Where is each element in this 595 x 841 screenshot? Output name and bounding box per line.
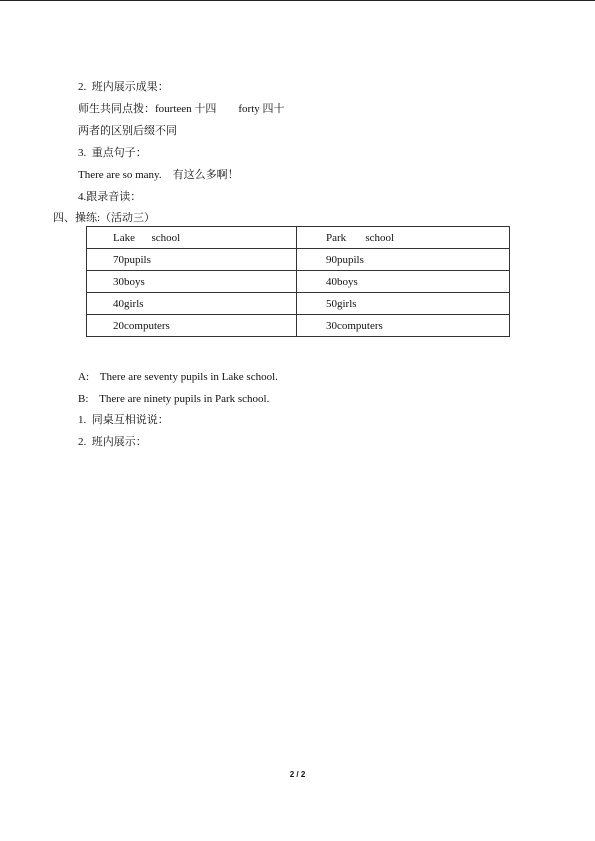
- table-row: [87, 293, 510, 315]
- table-row: [87, 227, 510, 249]
- page-top-rule: [0, 0, 595, 1]
- difference-note: 两者的区别后缀不同: [78, 125, 177, 137]
- table-cell: 20computers: [87, 315, 297, 337]
- dialog-line-a: A: There are seventy pupils in Lake school.: [78, 371, 278, 383]
- table-cell: 30boys: [87, 271, 297, 293]
- teacher-student-note: 师生共同点拨：fourteen 十四 forty 四十: [78, 103, 285, 115]
- table-cell: 70pupils: [87, 249, 297, 271]
- table-cell: 90pupils: [296, 249, 509, 271]
- table-cell: 40boys: [296, 271, 509, 293]
- step-1: 1. 同桌互相说说：: [78, 414, 169, 426]
- table-row: [87, 249, 510, 271]
- school-comparison-table: [86, 226, 510, 337]
- item-3-heading: 3. 重点句子：: [78, 147, 147, 159]
- step-2: 2. 班内展示：: [78, 436, 147, 448]
- key-sentence: There are so many. 有这么多啊！: [78, 169, 239, 181]
- table-row: [87, 315, 510, 337]
- table-cell: 50girls: [296, 293, 509, 315]
- page-number: 2 / 2: [289, 770, 306, 779]
- table-row: [87, 271, 510, 293]
- table-cell: 40girls: [87, 293, 297, 315]
- table-cell: Lake school: [87, 227, 297, 249]
- item-2-heading: 2. 班内展示成果：: [78, 81, 169, 93]
- table-cell: Park school: [296, 227, 509, 249]
- section-4-heading: 四、操练:（活动三）: [53, 212, 156, 224]
- item-4-heading: 4.跟录音读：: [78, 191, 142, 203]
- table-cell: 30computers: [296, 315, 509, 337]
- dialog-line-b: B: There are ninety pupils in Park school.: [78, 393, 270, 405]
